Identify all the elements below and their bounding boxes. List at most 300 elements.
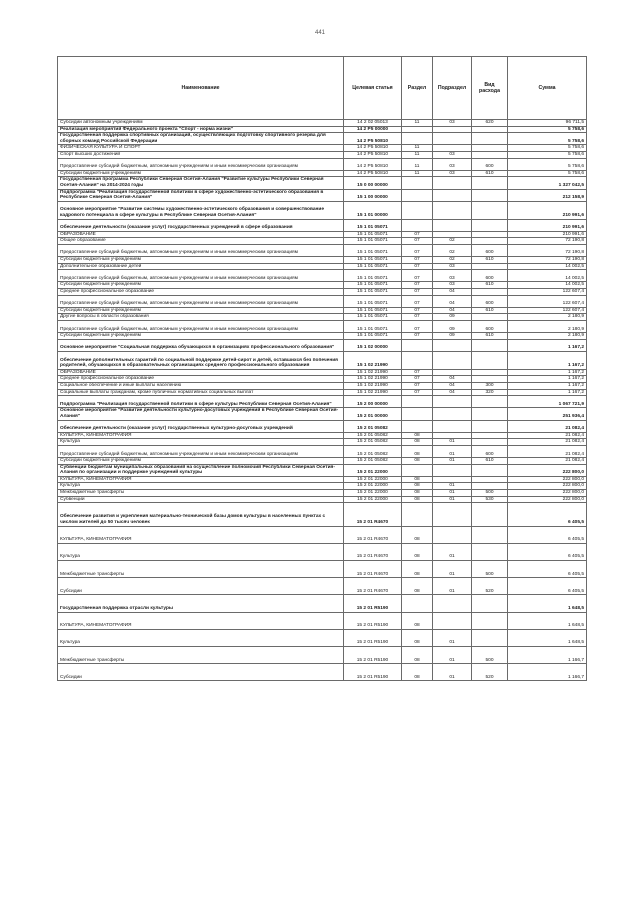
cell-razdel: 08 <box>402 496 433 503</box>
cell-podrazdel <box>433 464 472 476</box>
cell-sum: 222 800,0 <box>508 476 587 483</box>
cell-sum: 72 190,8 <box>508 238 587 245</box>
cell-name: Социальные выплаты гражданам, кроме публичных нормативных социальных выплат <box>58 389 344 396</box>
cell-name: Межбюджетные трансферты <box>58 646 344 663</box>
cell-razdel: 11 <box>402 170 433 177</box>
cell-vid: 530 <box>472 496 508 503</box>
table-row <box>58 483 587 490</box>
budget-table <box>57 56 587 681</box>
cell-sum: 210 991,6 <box>508 201 587 219</box>
cell-code: 15 2 01 22000 <box>344 476 402 483</box>
cell-sum: 222 800,0 <box>508 483 587 490</box>
cell-name: КУЛЬТУРА, КИНЕМАТОГРАФИЯ <box>58 476 344 483</box>
cell-sum: 222 800,0 <box>508 490 587 497</box>
cell-code: 15 1 02 21990 <box>344 376 402 383</box>
table-row <box>58 257 587 264</box>
cell-name: Культура <box>58 439 344 446</box>
cell-podrazdel: 03 <box>433 263 472 270</box>
cell-code: 15 1 01 05071 <box>344 295 402 307</box>
cell-name: Обеспечение деятельности (оказание услуг) государственных культурно-досуговых учреждений <box>58 420 344 432</box>
cell-code: 15 2 01 R4670 <box>344 578 402 595</box>
cell-code: 15 1 01 05071 <box>344 238 402 245</box>
cell-name: Субсидии <box>58 664 344 681</box>
cell-sum: 14 002,5 <box>508 282 587 289</box>
cell-sum: 1 167,2 <box>508 382 587 389</box>
cell-podrazdel: 01 <box>433 483 472 490</box>
table-row <box>58 151 587 158</box>
cell-podrazdel: 01 <box>433 490 472 497</box>
cell-razdel: 07 <box>402 282 433 289</box>
page-number: 441 <box>314 30 325 36</box>
cell-name: Субсидии бюджетным учреждениям <box>58 282 344 289</box>
cell-name: Субсидии бюджетным учреждениям <box>58 307 344 314</box>
table-row <box>58 578 587 595</box>
cell-code: 15 2 01 05082 <box>344 432 402 439</box>
cell-razdel <box>402 201 433 219</box>
table-row <box>58 244 587 256</box>
cell-code: 15 1 01 05071 <box>344 333 402 340</box>
cell-code: 15 2 01 22000 <box>344 464 402 476</box>
cell-code: 15 1 00 00000 <box>344 189 402 201</box>
cell-sum: 251 936,4 <box>508 408 587 420</box>
cell-vid <box>472 151 508 158</box>
cell-name: Подпрограмма "Реализация государственной политики в сфере художественно-эстетического образования в Республике Северная Осетия-Алания" <box>58 189 344 201</box>
cell-vid <box>472 189 508 201</box>
cell-name: Субсидии бюджетным учреждениям <box>58 333 344 340</box>
cell-razdel: 08 <box>402 578 433 595</box>
table-row <box>58 201 587 219</box>
cell-name: Социальное обеспечение и иные выплаты населению <box>58 382 344 389</box>
cell-name: ОБРАЗОВАНИЕ <box>58 231 344 238</box>
cell-code: 15 1 02 21990 <box>344 351 402 369</box>
cell-podrazdel: 01 <box>433 664 472 681</box>
cell-podrazdel: 03 <box>433 120 472 127</box>
cell-podrazdel <box>433 503 472 526</box>
table-header <box>58 57 587 120</box>
table-row <box>58 314 587 321</box>
cell-podrazdel: 03 <box>433 282 472 289</box>
cell-podrazdel: 03 <box>433 151 472 158</box>
table-row <box>58 382 587 389</box>
header-name: Наименование <box>58 57 344 120</box>
cell-code: 15 1 01 05071 <box>344 282 402 289</box>
cell-razdel <box>402 189 433 201</box>
cell-sum: 6 405,5 <box>508 543 587 560</box>
cell-name: Межбюджетные трансферты <box>58 490 344 497</box>
cell-razdel <box>402 126 433 133</box>
table-row <box>58 177 587 189</box>
table-row <box>58 126 587 133</box>
cell-podrazdel: 04 <box>433 376 472 383</box>
cell-podrazdel: 01 <box>433 646 472 663</box>
cell-sum: 72 190,8 <box>508 244 587 256</box>
cell-name: Предоставление субсидий бюджетным, автономным учреждениям и иным некоммерческим организациям <box>58 244 344 256</box>
table-row <box>58 543 587 560</box>
cell-name: Реализация мероприятий Федерального проекта "Спорт - норма жизни" <box>58 126 344 133</box>
cell-razdel: 08 <box>402 483 433 490</box>
cell-vid <box>472 126 508 133</box>
cell-sum: 6 405,5 <box>508 578 587 595</box>
cell-podrazdel: 02 <box>433 238 472 245</box>
cell-name: Культура <box>58 483 344 490</box>
cell-name: Основное мероприятие "Развитие системы художественно-эстетического образования и совершенствование кадрового потенциала в сфере культуры в Республике Северная Осетия-Алания" <box>58 201 344 219</box>
cell-name: Субсидии автономным учреждениям <box>58 120 344 127</box>
cell-code: 15 1 01 05071 <box>344 314 402 321</box>
header-code: Целевая статья <box>344 57 402 120</box>
cell-name: Государственная поддержка отрасли культуры <box>58 595 344 612</box>
cell-podrazdel: 01 <box>433 543 472 560</box>
cell-vid: 600 <box>472 270 508 282</box>
cell-vid: 610 <box>472 333 508 340</box>
cell-sum: 1 167,2 <box>508 376 587 383</box>
cell-razdel: 08 <box>402 476 433 483</box>
cell-razdel <box>402 464 433 476</box>
cell-vid <box>472 432 508 439</box>
cell-code: 15 2 01 05082 <box>344 439 402 446</box>
header-razdel: Раздел <box>402 57 433 120</box>
cell-razdel: 07 <box>402 231 433 238</box>
cell-vid: 600 <box>472 295 508 307</box>
cell-razdel: 07 <box>402 295 433 307</box>
cell-sum: 5 758,6 <box>508 145 587 152</box>
cell-razdel: 07 <box>402 289 433 296</box>
header-podrazdel: Подраздел <box>433 57 472 120</box>
cell-code: 14 2 02 05013 <box>344 120 402 127</box>
cell-vid: 620 <box>472 120 508 127</box>
table-row <box>58 664 587 681</box>
table-row <box>58 270 587 282</box>
cell-vid <box>472 396 508 408</box>
cell-podrazdel <box>433 201 472 219</box>
table-row <box>58 612 587 629</box>
cell-sum: 222 800,0 <box>508 464 587 476</box>
cell-vid: 500 <box>472 561 508 578</box>
cell-podrazdel <box>433 189 472 201</box>
cell-sum: 122 607,4 <box>508 295 587 307</box>
cell-vid <box>472 595 508 612</box>
cell-vid: 600 <box>472 158 508 170</box>
header-sum: Сумма <box>508 57 587 120</box>
cell-sum: 2 180,9 <box>508 314 587 321</box>
cell-sum: 2 180,9 <box>508 333 587 340</box>
cell-name: ФИЗИЧЕСКАЯ КУЛЬТУРА И СПОРТ <box>58 145 344 152</box>
cell-sum: 1 327 042,5 <box>508 177 587 189</box>
cell-name: Субсидии бюджетным учреждениям <box>58 458 344 465</box>
cell-sum: 1 166,7 <box>508 646 587 663</box>
cell-name: Субвенции бюджетам муниципальных образований на осуществление полномочий Республики Северная Осетия-Алания по организации и поддержке учреждений культуры <box>58 464 344 476</box>
cell-vid <box>472 476 508 483</box>
table-row <box>58 396 587 408</box>
table-row <box>58 307 587 314</box>
cell-code: 15 1 02 21990 <box>344 389 402 396</box>
table-row <box>58 376 587 383</box>
cell-sum: 222 800,0 <box>508 496 587 503</box>
cell-razdel: 08 <box>402 445 433 457</box>
cell-name: КУЛЬТУРА, КИНЕМАТОГРАФИЯ <box>58 432 344 439</box>
cell-razdel: 08 <box>402 458 433 465</box>
cell-code: 15 2 01 R5190 <box>344 629 402 646</box>
cell-podrazdel: 01 <box>433 439 472 446</box>
cell-vid <box>472 612 508 629</box>
cell-name: КУЛЬТУРА, КИНЕМАТОГРАФИЯ <box>58 612 344 629</box>
cell-razdel: 11 <box>402 145 433 152</box>
table-row <box>58 133 587 145</box>
cell-sum: 1 648,5 <box>508 612 587 629</box>
header-vid: Вид расхода <box>472 57 508 120</box>
cell-razdel: 08 <box>402 526 433 543</box>
table-row <box>58 432 587 439</box>
cell-name: Подпрограмма "Реализация государственной политики в сфере культуры Республики Северная Осетия-Алания" <box>58 396 344 408</box>
cell-sum: 21 082,4 <box>508 458 587 465</box>
cell-podrazdel: 03 <box>433 158 472 170</box>
table-body <box>58 120 587 681</box>
cell-vid <box>472 263 508 270</box>
cell-podrazdel: 04 <box>433 389 472 396</box>
cell-razdel <box>402 408 433 420</box>
cell-vid <box>472 133 508 145</box>
cell-code: 15 2 00 00000 <box>344 396 402 408</box>
cell-code: 14 2 P5 00000 <box>344 126 402 133</box>
cell-code: 15 1 01 05071 <box>344 263 402 270</box>
cell-razdel: 08 <box>402 432 433 439</box>
cell-name: Среднее профессиональное образование <box>58 376 344 383</box>
table-row <box>58 496 587 503</box>
cell-sum: 21 082,4 <box>508 445 587 457</box>
cell-razdel: 08 <box>402 543 433 560</box>
cell-vid <box>472 289 508 296</box>
table-row <box>58 526 587 543</box>
cell-razdel: 07 <box>402 389 433 396</box>
cell-name: Субсидии бюджетным учреждениям <box>58 257 344 264</box>
cell-razdel: 07 <box>402 333 433 340</box>
cell-name: Обеспечение деятельности (оказание услуг) государственных учреждений в сфере образования <box>58 219 344 231</box>
cell-podrazdel <box>433 133 472 145</box>
cell-sum: 210 991,6 <box>508 219 587 231</box>
cell-code: 15 1 02 00000 <box>344 339 402 351</box>
cell-vid: 520 <box>472 664 508 681</box>
cell-razdel <box>402 177 433 189</box>
cell-podrazdel: 09 <box>433 333 472 340</box>
cell-sum: 21 082,4 <box>508 432 587 439</box>
cell-razdel <box>402 219 433 231</box>
table-row <box>58 333 587 340</box>
cell-vid: 320 <box>472 389 508 396</box>
cell-razdel: 07 <box>402 382 433 389</box>
cell-sum: 1 166,7 <box>508 664 587 681</box>
cell-podrazdel: 01 <box>433 561 472 578</box>
cell-podrazdel <box>433 369 472 376</box>
cell-podrazdel: 01 <box>433 496 472 503</box>
table-row <box>58 408 587 420</box>
table-row <box>58 219 587 231</box>
cell-sum: 1 648,5 <box>508 629 587 646</box>
cell-vid: 610 <box>472 257 508 264</box>
cell-code: 15 2 01 05082 <box>344 445 402 457</box>
cell-code: 15 1 02 21990 <box>344 382 402 389</box>
table-row <box>58 120 587 127</box>
cell-vid <box>472 376 508 383</box>
cell-podrazdel: 04 <box>433 295 472 307</box>
cell-vid <box>472 219 508 231</box>
table-row <box>58 145 587 152</box>
cell-name: Предоставление субсидий бюджетным, автономным учреждениям и иным некоммерческим организациям <box>58 321 344 333</box>
table-row <box>58 351 587 369</box>
cell-name: Субсидии бюджетным учреждениям <box>58 170 344 177</box>
cell-razdel: 07 <box>402 307 433 314</box>
cell-vid <box>472 145 508 152</box>
cell-code: 15 2 01 R5190 <box>344 595 402 612</box>
cell-code: 15 1 01 00000 <box>344 201 402 219</box>
cell-code: 14 2 P5 50810 <box>344 133 402 145</box>
cell-podrazdel <box>433 351 472 369</box>
cell-vid <box>472 543 508 560</box>
cell-name: Предоставление субсидий бюджетным, автономным учреждениям и иным некоммерческим организациям <box>58 270 344 282</box>
cell-podrazdel: 04 <box>433 382 472 389</box>
table-row <box>58 238 587 245</box>
table-row <box>58 439 587 446</box>
cell-vid <box>472 439 508 446</box>
cell-podrazdel <box>433 526 472 543</box>
cell-razdel: 07 <box>402 263 433 270</box>
cell-podrazdel: 03 <box>433 270 472 282</box>
cell-name: Субвенции <box>58 496 344 503</box>
table-row <box>58 561 587 578</box>
cell-vid: 610 <box>472 282 508 289</box>
cell-razdel <box>402 396 433 408</box>
cell-vid: 520 <box>472 578 508 595</box>
cell-code: 15 1 01 05071 <box>344 270 402 282</box>
table-row <box>58 464 587 476</box>
cell-podrazdel: 02 <box>433 244 472 256</box>
cell-name: Субсидии <box>58 578 344 595</box>
cell-podrazdel <box>433 396 472 408</box>
cell-code: 15 2 01 00000 <box>344 408 402 420</box>
cell-razdel: 08 <box>402 629 433 646</box>
cell-vid: 300 <box>472 382 508 389</box>
cell-vid <box>472 629 508 646</box>
cell-podrazdel: 04 <box>433 289 472 296</box>
cell-sum: 1 648,5 <box>508 595 587 612</box>
cell-code: 15 1 01 05071 <box>344 257 402 264</box>
cell-sum: 6 405,5 <box>508 526 587 543</box>
cell-code: 15 1 01 05071 <box>344 219 402 231</box>
cell-podrazdel: 01 <box>433 445 472 457</box>
cell-vid: 610 <box>472 170 508 177</box>
cell-vid <box>472 420 508 432</box>
cell-podrazdel <box>433 177 472 189</box>
cell-name: Предоставление субсидий бюджетным, автономным учреждениям и иным некоммерческим организациям <box>58 295 344 307</box>
table-row <box>58 389 587 396</box>
cell-vid <box>472 408 508 420</box>
cell-code: 14 2 P5 50810 <box>344 158 402 170</box>
cell-vid <box>472 369 508 376</box>
cell-razdel: 07 <box>402 321 433 333</box>
cell-code: 15 2 01 R4670 <box>344 543 402 560</box>
cell-razdel <box>402 595 433 612</box>
cell-razdel: 08 <box>402 561 433 578</box>
cell-sum: 5 758,6 <box>508 126 587 133</box>
cell-podrazdel <box>433 219 472 231</box>
cell-name: Общее образование <box>58 238 344 245</box>
table-row <box>58 158 587 170</box>
cell-sum: 5 758,6 <box>508 170 587 177</box>
cell-code: 15 1 01 05071 <box>344 289 402 296</box>
cell-razdel: 11 <box>402 158 433 170</box>
cell-razdel: 08 <box>402 439 433 446</box>
cell-name: Основное мероприятие "Развитие деятельности культурно-досуговых учреждений в Республике Северная Осетия-Алания" <box>58 408 344 420</box>
cell-podrazdel <box>433 126 472 133</box>
table-row <box>58 321 587 333</box>
cell-vid <box>472 464 508 476</box>
cell-code: 15 1 01 05071 <box>344 307 402 314</box>
cell-vid <box>472 339 508 351</box>
cell-sum: 14 002,5 <box>508 263 587 270</box>
cell-razdel: 07 <box>402 369 433 376</box>
table-row <box>58 369 587 376</box>
table-row <box>58 476 587 483</box>
cell-podrazdel <box>433 612 472 629</box>
cell-vid: 600 <box>472 321 508 333</box>
cell-vid <box>472 201 508 219</box>
cell-razdel: 07 <box>402 244 433 256</box>
cell-name: Культура <box>58 629 344 646</box>
cell-vid <box>472 231 508 238</box>
cell-sum: 14 002,5 <box>508 270 587 282</box>
cell-code: 14 2 P5 50810 <box>344 170 402 177</box>
cell-vid: 600 <box>472 445 508 457</box>
table-row <box>58 289 587 296</box>
cell-razdel <box>402 351 433 369</box>
cell-podrazdel: 09 <box>433 314 472 321</box>
cell-name: Спорт высших достижений <box>58 151 344 158</box>
table-row <box>58 295 587 307</box>
table-row <box>58 420 587 432</box>
cell-sum: 21 082,4 <box>508 420 587 432</box>
cell-podrazdel <box>433 432 472 439</box>
cell-name: Предоставление субсидий бюджетным, автономным учреждениям и иным некоммерческим организациям <box>58 445 344 457</box>
cell-podrazdel <box>433 408 472 420</box>
cell-code: 15 1 01 05071 <box>344 244 402 256</box>
cell-razdel: 08 <box>402 612 433 629</box>
cell-razdel: 11 <box>402 120 433 127</box>
cell-vid: 600 <box>472 244 508 256</box>
table-row <box>58 503 587 526</box>
cell-name: Среднее профессиональное образование <box>58 289 344 296</box>
table-row <box>58 170 587 177</box>
cell-sum: 122 607,4 <box>508 307 587 314</box>
cell-code: 15 2 01 05082 <box>344 458 402 465</box>
table-row <box>58 646 587 663</box>
cell-sum: 96 711,5 <box>508 120 587 127</box>
cell-razdel: 11 <box>402 151 433 158</box>
cell-code: 15 1 01 05071 <box>344 321 402 333</box>
cell-sum: 1 167,2 <box>508 369 587 376</box>
cell-code: 15 1 02 21990 <box>344 369 402 376</box>
cell-name: Обеспечение развития и укрепления материально-технической базы домов культуры в населенных пунктах с числом жителей до 50 тысяч человек <box>58 503 344 526</box>
cell-vid <box>472 503 508 526</box>
cell-sum: 5 758,6 <box>508 158 587 170</box>
cell-name: Предоставление субсидий бюджетным, автономным учреждениям и иным некоммерческим организациям <box>58 158 344 170</box>
cell-vid <box>472 238 508 245</box>
cell-podrazdel <box>433 145 472 152</box>
cell-sum: 122 607,4 <box>508 289 587 296</box>
cell-vid <box>472 314 508 321</box>
cell-name: Государственная программа Республики Северная Осетия-Алания "Развитие культуры Республики Северная Осетия-Алания" на 2014-2024 годы <box>58 177 344 189</box>
cell-sum: 21 082,4 <box>508 439 587 446</box>
cell-podrazdel: 03 <box>433 170 472 177</box>
cell-code: 15 2 01 22000 <box>344 490 402 497</box>
cell-vid: 610 <box>472 307 508 314</box>
